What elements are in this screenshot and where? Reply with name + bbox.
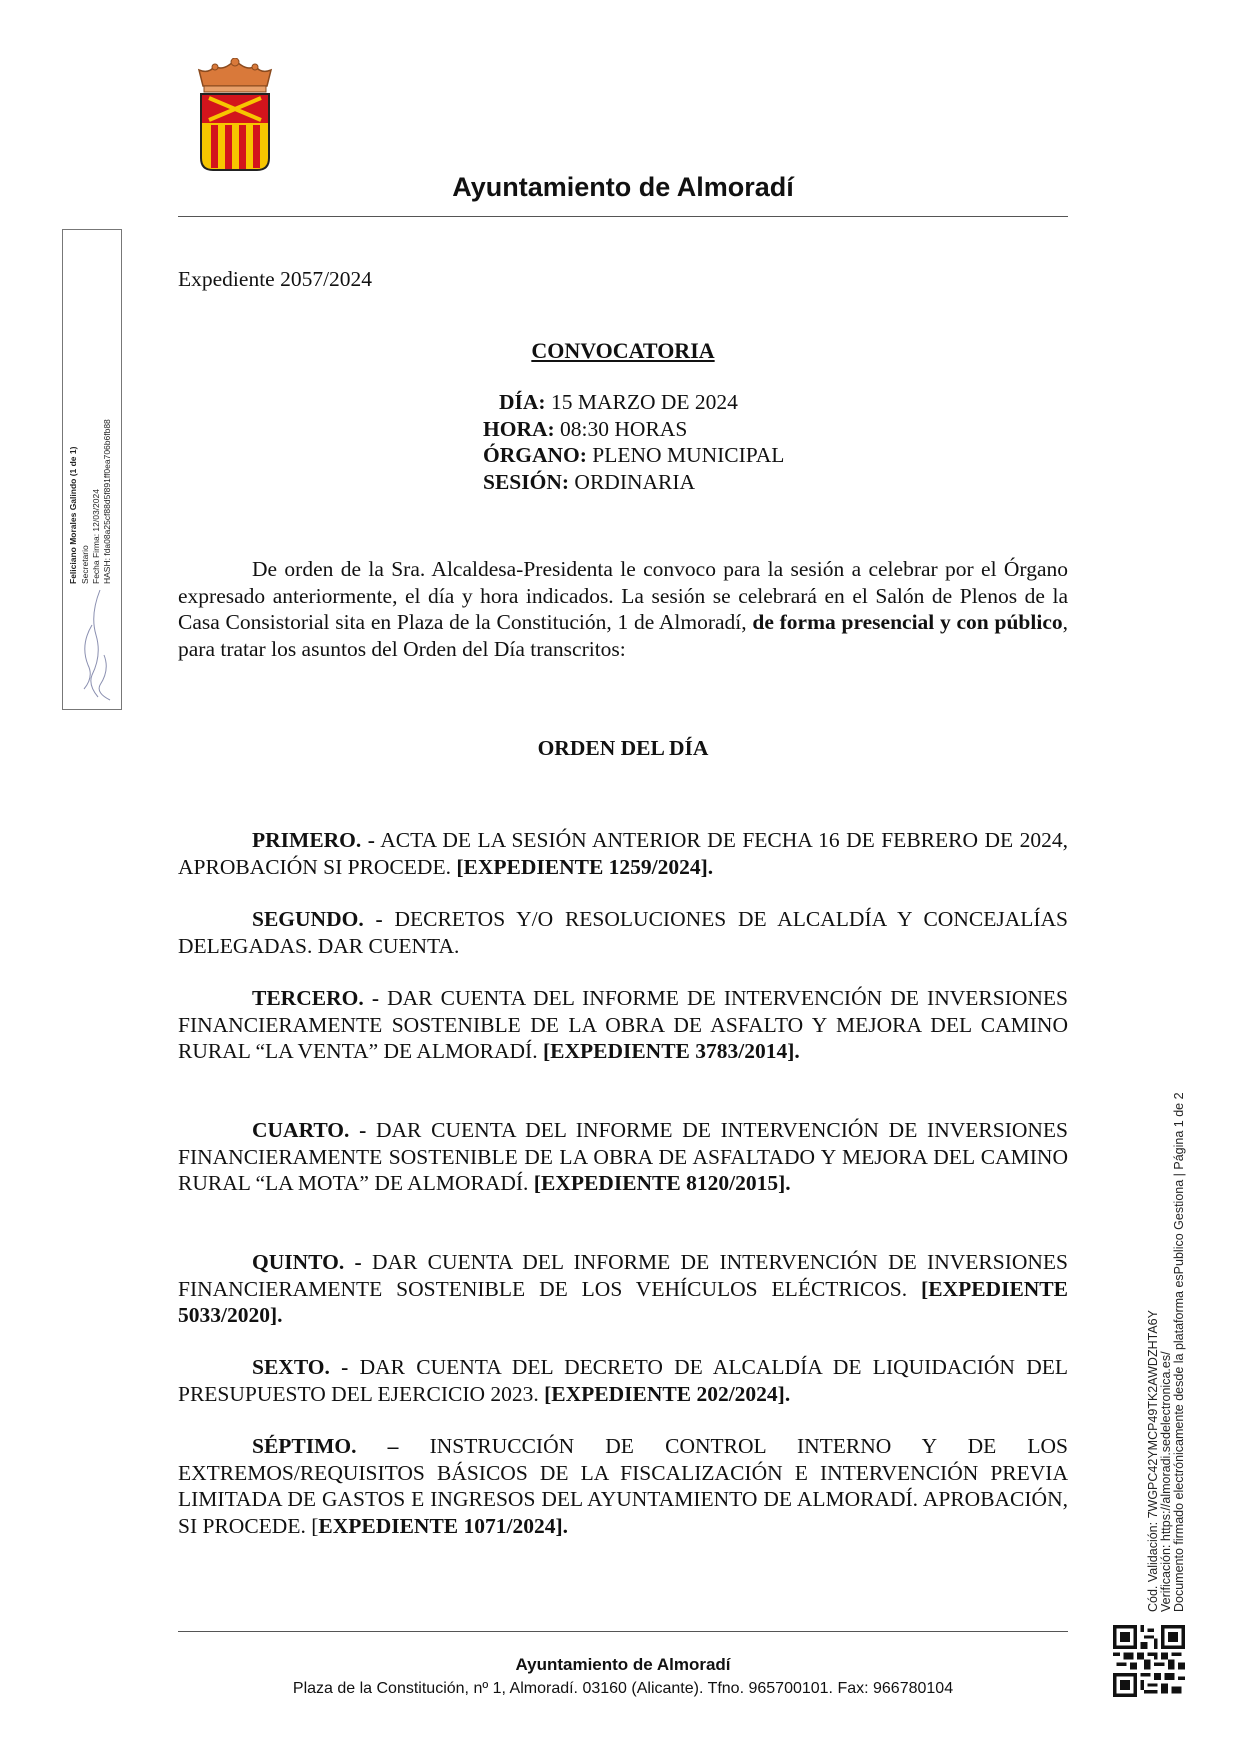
session-organ-row xyxy=(483,442,784,469)
signature-date: Fecha Firma: 12/03/2024 xyxy=(91,489,101,584)
intro-bold-text: de forma presencial y con público xyxy=(752,610,1063,634)
document-title: CONVOCATORIA xyxy=(531,338,715,363)
validation-code: Cód. Validación: 7WGPC42YMCP49TK2AWDZHTA6Y xyxy=(1146,1310,1160,1612)
agenda-text: INSTRUCCIÓN DE CONTROL INTERNO Y DE LOS EXTREMOS/REQUISITOS BÁSICOS DE LA FISCALIZACIÓN E INTERVENCIÓN PREVIA LIMITADA DE GASTOS E INGRESOS DEL AYUNTAMIENTO DE ALMORADÍ. APROBACIÓN, SI PROCEDE. [ xyxy=(178,1434,1068,1538)
agenda-expediente: [EXPEDIENTE 3783/2014]. xyxy=(542,1039,800,1063)
agenda-ordinal: SEXTO. - xyxy=(252,1355,349,1379)
session-details xyxy=(483,389,784,495)
agenda-ordinal: CUARTO. - xyxy=(252,1118,367,1142)
organ-value: PLENO MUNICIPAL xyxy=(586,443,785,467)
verification-url: Verificación: https://almoradi.sedelectronica.es/ xyxy=(1159,1351,1173,1612)
footer-organization: Ayuntamiento de Almoradí xyxy=(515,1655,731,1674)
agenda-item xyxy=(178,1433,1068,1539)
signer-name: Feliciano Morales Galindo (1 de 1) xyxy=(68,446,78,584)
agenda-text: DAR CUENTA DEL INFORME DE INTERVENCIÓN DE INVERSIONES FINANCIERAMENTE SOSTENIBLE DE LA OBRA DE ASFALTO Y MEJORA DEL CAMINO RURAL “LA VENTA” DE ALMORADÍ. xyxy=(178,986,1068,1063)
agenda-text: DAR CUENTA DEL DECRETO DE ALCALDÍA DE LIQUIDACIÓN DEL PRESUPUESTO DEL EJERCICIO 2023. xyxy=(178,1355,1068,1406)
session-label: SESIÓN: xyxy=(483,469,570,494)
agenda-ordinal: TERCERO. - xyxy=(252,986,379,1010)
agenda-text: DAR CUENTA DEL INFORME DE INTERVENCIÓN DE INVERSIONES FINANCIERAMENTE SOSTENIBLE DE LA OBRA DE ASFALTADO Y MEJORA DEL CAMINO RURAL “LA MOTA” DE ALMORADÍ. xyxy=(178,1118,1068,1195)
intro-paragraph xyxy=(178,556,1068,662)
session-type-row xyxy=(483,469,784,496)
qr-code-icon xyxy=(1113,1625,1185,1697)
agenda-ordinal: SÉPTIMO. – xyxy=(252,1434,399,1458)
expediente-number: Expediente 2057/2024 xyxy=(178,267,373,291)
day-label: DÍA: xyxy=(499,390,546,414)
coat-of-arms-logo xyxy=(195,58,275,174)
intro-tail-text: , para tratar los asuntos del Orden del Día transcritos: xyxy=(178,610,1068,661)
agenda-ordinal: PRIMERO. - xyxy=(252,828,375,852)
agenda-text: DECRETOS Y/O RESOLUCIONES DE ALCALDÍA Y CONCEJALÍAS DELEGADAS. DAR CUENTA. xyxy=(178,907,1068,958)
agenda-expediente: EXPEDIENTE 1071/2024]. xyxy=(318,1513,569,1538)
signed-notice: Documento firmado electrónicamente desde la plataforma esPublico Gestiona | Página 1 de 2 xyxy=(1172,1092,1186,1612)
agenda-item xyxy=(178,906,1068,959)
agenda-expediente: [EXPEDIENTE 1259/2024]. xyxy=(456,854,714,879)
agenda-item xyxy=(178,985,1068,1065)
signature-hash: HASH: fda08a25cf88d5f891ff0ea706b6fb88 xyxy=(102,419,112,584)
signer-role: Secretario xyxy=(80,545,90,584)
agenda-expediente: [EXPEDIENTE 8120/2015]. xyxy=(533,1171,791,1195)
session-hour-row xyxy=(483,416,784,443)
agenda-item xyxy=(178,827,1068,880)
agenda-text: ACTA DE LA SESIÓN ANTERIOR DE FECHA 16 DE FEBRERO DE 2024, APROBACIÓN SI PROCEDE. xyxy=(178,828,1068,879)
agenda-item xyxy=(178,1249,1068,1329)
footer-divider xyxy=(178,1631,1068,1632)
agenda-expediente: [EXPEDIENTE 202/2024]. xyxy=(544,1381,791,1406)
agenda-expediente: [EXPEDIENTE 5033/2020]. xyxy=(178,1276,1068,1327)
agenda-ordinal: SEGUNDO. - xyxy=(252,907,383,931)
day-value: 15 MARZO DE 2024 xyxy=(545,390,738,414)
page-title: Ayuntamiento de Almoradí xyxy=(452,172,794,202)
hour-label: HORA: xyxy=(483,416,555,441)
agenda-title: ORDEN DEL DÍA xyxy=(537,736,709,760)
header-divider xyxy=(178,216,1068,217)
footer-address: Plaza de la Constitución, nº 1, Almoradí. 03160 (Alicante). Tfno. 965700101. Fax: 966780104 xyxy=(292,1680,954,1697)
agenda-ordinal: QUINTO. - xyxy=(252,1250,362,1274)
hour-value: 08:30 HORAS xyxy=(554,416,688,441)
session-day-row xyxy=(483,389,784,416)
agenda-item xyxy=(178,1354,1068,1407)
session-value: ORDINARIA xyxy=(569,469,696,494)
intro-text: De orden de la Sra. Alcaldesa-Presidenta le convoco para la sesión a celebrar por el Órgano expresado anteriormente, el día y hora indicados. La sesión se celebrará en el Salón de Plenos de la Casa Consistorial sita en Plaza de la Constitución, 1 de Almoradí, xyxy=(178,557,1068,634)
agenda-text: DAR CUENTA DEL INFORME DE INTERVENCIÓN DE INVERSIONES FINANCIERAMENTE SOSTENIBLE DE LOS VEHÍCULOS ELÉCTRICOS. xyxy=(178,1250,1068,1301)
organ-label: ÓRGANO: xyxy=(483,443,587,467)
agenda-item xyxy=(178,1117,1068,1197)
handwritten-signature xyxy=(70,585,120,705)
